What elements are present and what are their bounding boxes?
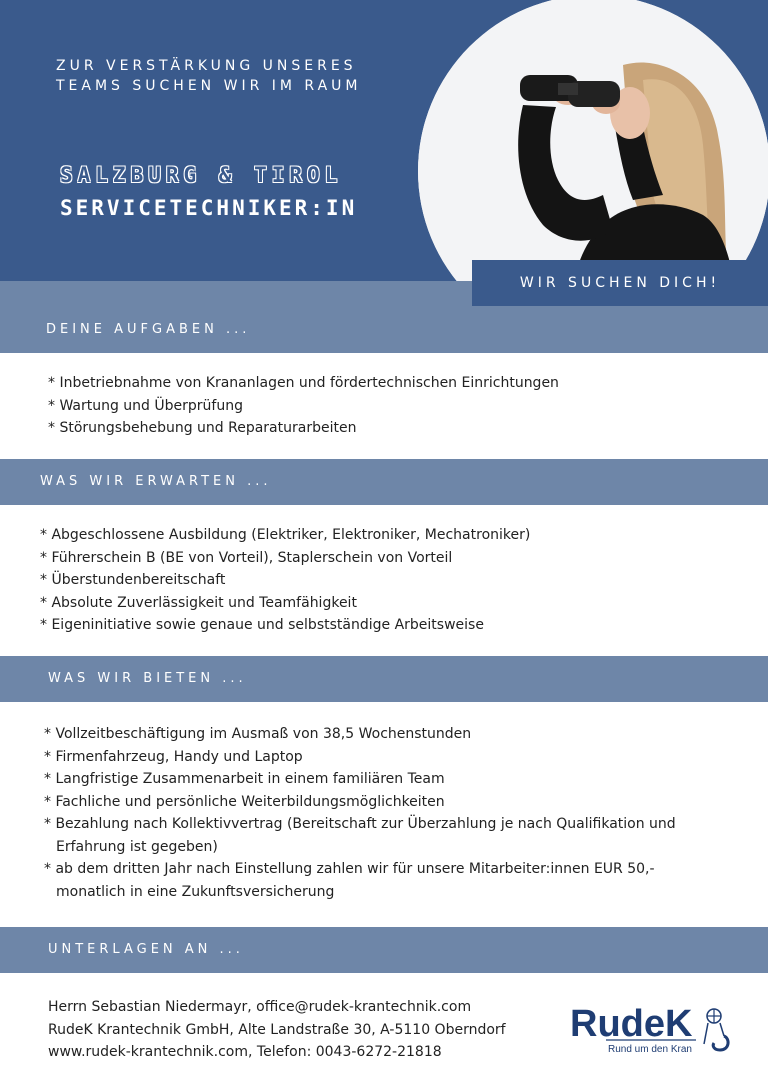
section-title-bieten: WAS WIR BIETEN ...	[48, 671, 247, 686]
section-title-erwarten: WAS WIR ERWARTEN ...	[40, 474, 272, 489]
section-header-erwarten	[0, 459, 768, 505]
section-title-aufgaben: DEINE AUFGABEN ...	[46, 322, 251, 337]
wir-suchen-banner: WIR SUCHEN DICH!	[472, 260, 768, 306]
list-item: * Abgeschlossene Ausbildung (Elektriker, Elektroniker, Mechatroniker)	[40, 524, 680, 547]
list-item: * Wartung und Überprüfung	[48, 395, 668, 418]
erwarten-list	[40, 524, 680, 637]
section-header-bieten	[0, 656, 768, 702]
list-item: * ab dem dritten Jahr nach Einstellung zahlen wir für unsere Mitarbeiter:innen EUR 50,- monatlich in eine Zukunftsversicherung	[44, 858, 714, 903]
intro-line-2: TEAMS SUCHEN WIR IM RAUM	[56, 78, 362, 94]
rudek-logo	[568, 996, 734, 1056]
company-address: RudeK Krantechnik GmbH, Alte Landstraße 30, A-5110 Oberndorf	[48, 1021, 506, 1038]
section-header-aufgaben	[0, 307, 768, 353]
list-item: * Absolute Zuverlässigkeit und Teamfähigkeit	[40, 592, 680, 615]
aufgaben-list	[48, 372, 668, 440]
list-item: * Störungsbehebung und Reparaturarbeiten	[48, 417, 668, 440]
section-header-unterlagen	[0, 927, 768, 973]
list-item: * Bezahlung nach Kollektivvertrag (Bereitschaft zur Überzahlung je nach Qualifikation und Erfahrung ist gegeben)	[44, 813, 714, 858]
crane-hook-logo-icon	[568, 996, 734, 1056]
list-item: * Führerschein B (BE von Vorteil), Staplerschein von Vorteil	[40, 547, 680, 570]
job-title: SERVICETECHNIKER:IN	[60, 196, 358, 220]
logo-wordmark: RudeK	[570, 1003, 693, 1045]
intro-text	[56, 56, 361, 96]
contact-details	[48, 996, 506, 1064]
list-item: * Fachliche und persönliche Weiterbildungsmöglichkeiten	[44, 791, 714, 814]
list-item: * Überstundenbereitschaft	[40, 569, 680, 592]
section-title-unterlagen: UNTERLAGEN AN ...	[48, 942, 244, 957]
bieten-list	[44, 723, 714, 903]
list-item: * Langfristige Zusammenarbeit in einem familiären Team	[44, 768, 714, 791]
list-item: * Inbetriebnahme von Krananlagen und fördertechnischen Einrichtungen	[48, 372, 668, 395]
list-item: * Eigeninitiative sowie genaue und selbstständige Arbeitsweise	[40, 614, 680, 637]
list-item: * Vollzeitbeschäftigung im Ausmaß von 38,5 Wochenstunden	[44, 723, 714, 746]
logo-tagline: Rund um den Kran	[608, 1044, 692, 1055]
website-phone: www.rudek-krantechnik.com, Telefon: 0043-6272-21818	[48, 1044, 442, 1060]
list-item: * Firmenfahrzeug, Handy und Laptop	[44, 746, 714, 769]
intro-line-1: ZUR VERSTÄRKUNG UNSERES	[56, 58, 357, 74]
contact-person: Herrn Sebastian Niedermayr, office@rudek-krantechnik.com	[48, 999, 472, 1015]
region-title: SALZBURG & TIROL	[60, 163, 343, 187]
